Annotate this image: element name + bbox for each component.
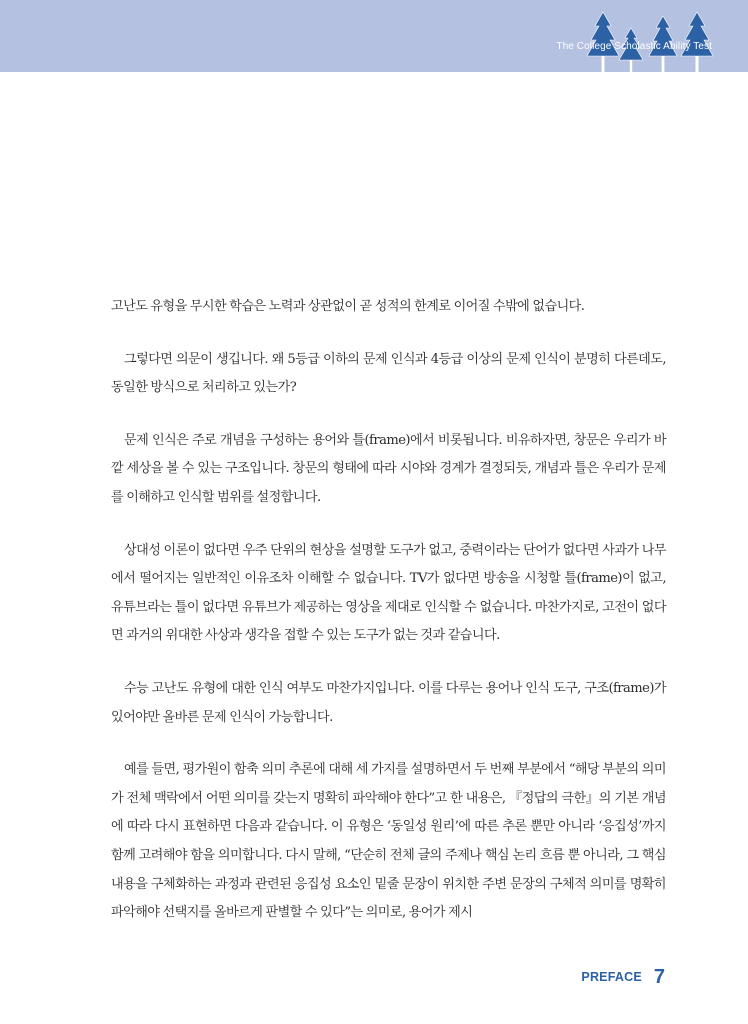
paragraph-4: 상대성 이론이 없다면 우주 단위의 현상을 설명할 도구가 없고, 중력이라는 단어가 없다면 사과가 나무에서 떨어지는 일반적인 이유조차 이해할 수 없습니다. TV가 없다면 방송을 시청할 틀(frame)이 없고, 유튜브라는 틀이 없다면 유튜브가 제공하는 영상을 제대로 인식할 수 없습니다. 마찬가지로, 고전이 없다면 과거의 위대한 사상과 생각을 접할 수 있는 도구가 없는 것과 같습니다. [111, 542, 666, 644]
paragraph-2: 그렇다면 의문이 생깁니다. 왜 5등급 이하의 문제 인식과 4등급 이상의 문제 인식이 분명히 다른데도, 동일한 방식으로 처리하고 있는가? [111, 351, 666, 396]
paragraph-1: 고난도 유형을 무시한 학습은 노력과 상관없이 곧 성적의 한계로 이어질 수밖에 없습니다. [111, 299, 585, 314]
page-footer [581, 966, 665, 989]
header-band [0, 0, 748, 72]
section-label: PREFACE [581, 970, 642, 984]
paragraph-5: 수능 고난도 유형에 대한 인식 여부도 마찬가지입니다. 이를 다루는 용어나 인식 도구, 구조(frame)가 있어야만 올바른 문제 인식이 가능합니다. [111, 680, 666, 725]
paragraph-3: 문제 인식은 주로 개념을 구성하는 용어와 틀(frame)에서 비롯됩니다. 비유하자면, 창문은 우리가 바깥 세상을 볼 수 있는 구조입니다. 창문의 형태에 따라 시야와 경계가 결정되듯, 개념과 틀은 우리가 문제를 이해하고 인식할 범위를 설정합니다. [111, 432, 666, 505]
page-number: 7 [653, 966, 665, 988]
body-text [111, 293, 666, 952]
paragraph-6: 예를 들면, 평가원이 함축 의미 추론에 대해 세 가지를 설명하면서 두 번째 부분에서 “해당 부분의 의미가 전체 맥락에서 어떤 의미를 갖는지 명확히 파악해야 한다”고 한 내용은, 『정답의 극한』의 기본 개념에 따라 다시 표현하면 다음과 같습니다. 이 유형은 ‘동일성 원리’에 따른 추론 뿐만 아니라 ‘응집성’까지 함께 고려해야 함을 의미합니다. 다시 말해, “단순히 전체 글의 주제나 핵심 논리 흐름 뿐 아니라, 그 핵심 내용을 구체화하는 과정과 관련된 응집성 요소인 밑줄 문장이 위치한 주변 문장의 구체적 의미를 명확히 파악해야 선택지를 올바르게 판별할 수 있다”는 의미로, 용어가 제시 [111, 762, 666, 921]
header-title: The College Scholastic Ability Test [556, 41, 712, 52]
